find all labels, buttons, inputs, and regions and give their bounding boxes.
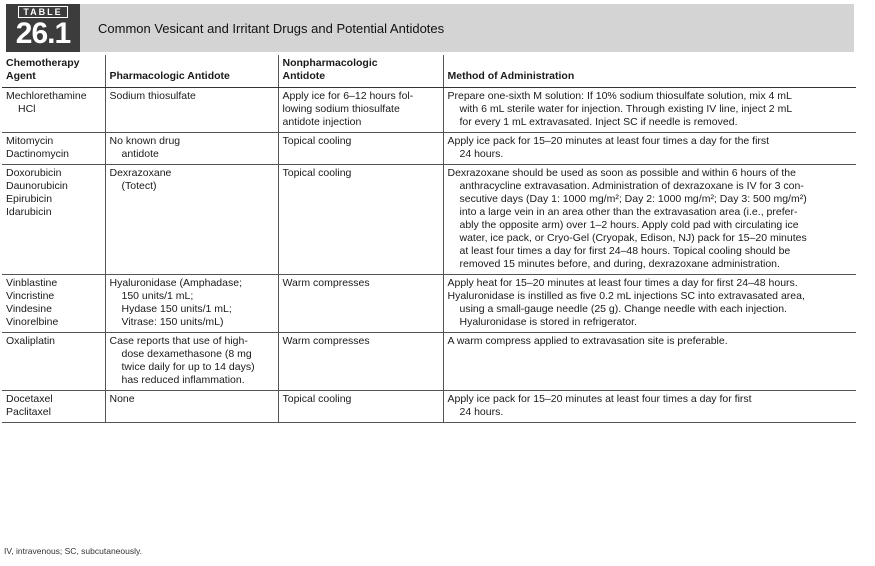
cell-line: with 6 mL sterile water for injection. Through existing IV line, inject 2 mL bbox=[459, 103, 793, 115]
header-nonpharmacologic-antidote bbox=[278, 55, 443, 88]
cell-line: Vitrase: 150 units/mL) bbox=[121, 316, 224, 328]
cell-line: Hyaluronidase (Amphadase; bbox=[109, 277, 242, 289]
cell-line: Hyaluronidase is instilled as five 0.2 mL injections SC into extravasated area, bbox=[447, 290, 805, 302]
cell-method bbox=[443, 275, 856, 333]
cell-line: Apply ice for 6–12 hours fol- bbox=[282, 90, 414, 102]
cell-line: 24 hours. bbox=[459, 406, 504, 418]
cell-nonpharmacologic-antidote bbox=[278, 391, 443, 423]
cell-line: ably the opposite arm) over 1–2 hours. Apply cold pad with circulating ice bbox=[459, 219, 799, 231]
cell-line: Prepare one-sixth M solution: If 10% sodium thiosulfate solution, mix 4 mL bbox=[447, 90, 792, 102]
cell-nonpharmacologic-antidote bbox=[278, 133, 443, 165]
cell-line: Paclitaxel bbox=[6, 406, 51, 418]
table-badge-number: 26.1 bbox=[15, 17, 71, 50]
cell-line: Docetaxel bbox=[6, 393, 53, 405]
cell-line: removed 15 minutes before, and during, dexrazoxane administration. bbox=[459, 258, 780, 270]
table-row bbox=[2, 133, 856, 165]
cell-line: Apply ice pack for 15–20 minutes at least four times a day for the first bbox=[447, 135, 770, 147]
header-line: Pharmacologic Antidote bbox=[109, 70, 230, 82]
cell-line: using a small-gauge needle (25 g). Change needle with each injection. bbox=[459, 303, 787, 315]
cell-line: 150 units/1 mL; bbox=[121, 290, 194, 302]
cell-agent bbox=[2, 333, 105, 391]
cell-agent bbox=[2, 275, 105, 333]
cell-line: anthracycline extravasation. Administration of dexrazoxane is IV for 3 con- bbox=[459, 180, 804, 192]
cell-line: Hydase 150 units/1 mL; bbox=[121, 303, 232, 315]
cell-method bbox=[443, 333, 856, 391]
header-chemotherapy-agent bbox=[2, 55, 105, 88]
cell-line: lowing sodium thiosulfate bbox=[282, 103, 400, 115]
cell-line: Dexrazoxane should be used as soon as possible and within 6 hours of the bbox=[447, 167, 796, 179]
cell-line: None bbox=[109, 393, 135, 405]
cell-line: Vindesine bbox=[6, 303, 52, 315]
cell-line: Epirubicin bbox=[6, 193, 53, 205]
cell-agent bbox=[2, 391, 105, 423]
cell-pharmacologic-antidote bbox=[105, 165, 278, 275]
cell-method bbox=[443, 391, 856, 423]
cell-line: Dexrazoxane bbox=[109, 167, 172, 179]
table-header-bar bbox=[6, 4, 854, 52]
cell-line: secutive days (Day 1: 1000 mg/m²; Day 2: 1000 mg/m²; Day 3: 500 mg/m²) bbox=[459, 193, 807, 205]
cell-line: for every 1 mL extravasated. Inject SC if needle is removed. bbox=[459, 116, 738, 128]
header-method-of-administration bbox=[443, 55, 856, 88]
table-row bbox=[2, 275, 856, 333]
cell-line: Sodium thiosulfate bbox=[109, 90, 196, 102]
cell-line: Apply ice pack for 15–20 minutes at least four times a day for first bbox=[447, 393, 752, 405]
table-number-badge bbox=[6, 4, 80, 52]
cell-line: water, ice pack, or Cryo-Gel (Cryopak, Edison, NJ) pack for 15–20 minutes bbox=[459, 232, 807, 244]
cell-nonpharmacologic-antidote bbox=[278, 88, 443, 133]
cell-method bbox=[443, 88, 856, 133]
cell-agent bbox=[2, 165, 105, 275]
cell-line: Vinblastine bbox=[6, 277, 58, 289]
cell-line: Oxaliplatin bbox=[6, 335, 56, 347]
cell-method bbox=[443, 165, 856, 275]
table-row bbox=[2, 165, 856, 275]
cell-pharmacologic-antidote bbox=[105, 133, 278, 165]
cell-line: antidote injection bbox=[282, 116, 362, 128]
cell-line: has reduced inflammation. bbox=[121, 374, 245, 386]
cell-pharmacologic-antidote bbox=[105, 88, 278, 133]
cell-line: 24 hours. bbox=[459, 148, 504, 160]
cell-method bbox=[443, 133, 856, 165]
table-row bbox=[2, 333, 856, 391]
cell-line: into a large vein in an area other than the extravasation area (i.e., prefer- bbox=[459, 206, 798, 218]
cell-line: HCl bbox=[18, 103, 36, 115]
cell-line: A warm compress applied to extravasation site is preferable. bbox=[447, 335, 728, 347]
cell-line: No known drug bbox=[109, 135, 181, 147]
table-row bbox=[2, 391, 856, 423]
cell-line: Topical cooling bbox=[282, 135, 352, 147]
table-badge-label: TABLE bbox=[18, 6, 67, 18]
cell-line: Daunorubicin bbox=[6, 180, 68, 192]
cell-line: Vinorelbine bbox=[6, 316, 59, 328]
cell-nonpharmacologic-antidote bbox=[278, 275, 443, 333]
antidote-table bbox=[2, 55, 856, 423]
header-line: Agent bbox=[6, 70, 36, 82]
cell-line: Apply heat for 15–20 minutes at least four times a day for first 24–48 hours. bbox=[447, 277, 798, 289]
header-line: Nonpharmacologic bbox=[282, 57, 378, 69]
cell-line: dose dexamethasone (8 mg bbox=[121, 348, 252, 360]
cell-line: Mitomycin bbox=[6, 135, 54, 147]
cell-line: antidote bbox=[121, 148, 159, 160]
cell-line: Dactinomycin bbox=[6, 148, 70, 160]
cell-line: (Totect) bbox=[121, 180, 157, 192]
header-line: Chemotherapy bbox=[6, 57, 80, 69]
table-header-row bbox=[2, 55, 856, 88]
cell-agent bbox=[2, 88, 105, 133]
cell-pharmacologic-antidote bbox=[105, 391, 278, 423]
cell-line: Warm compresses bbox=[282, 335, 370, 347]
cell-line: Idarubicin bbox=[6, 206, 52, 218]
cell-line: at least four times a day for first 24–48 hours. Topical cooling should be bbox=[459, 245, 791, 257]
cell-line: Warm compresses bbox=[282, 277, 370, 289]
cell-line: Hyaluronidase is stored in refrigerator. bbox=[459, 316, 637, 328]
table-footnote: IV, intravenous; SC, subcutaneously. bbox=[4, 546, 142, 556]
cell-pharmacologic-antidote bbox=[105, 275, 278, 333]
cell-pharmacologic-antidote bbox=[105, 333, 278, 391]
header-line: Method of Administration bbox=[447, 70, 575, 82]
header-pharmacologic-antidote bbox=[105, 55, 278, 88]
table-row bbox=[2, 88, 856, 133]
header-line: Antidote bbox=[282, 70, 326, 82]
cell-line: twice daily for up to 14 days) bbox=[121, 361, 255, 373]
cell-line: Doxorubicin bbox=[6, 167, 62, 179]
cell-line: Mechlorethamine bbox=[6, 90, 87, 102]
cell-line: Topical cooling bbox=[282, 167, 352, 179]
table-title: Common Vesicant and Irritant Drugs and Potential Antidotes bbox=[98, 20, 445, 36]
cell-line: Vincristine bbox=[6, 290, 55, 302]
cell-line: Topical cooling bbox=[282, 393, 352, 405]
cell-line: Case reports that use of high- bbox=[109, 335, 248, 347]
cell-agent bbox=[2, 133, 105, 165]
cell-nonpharmacologic-antidote bbox=[278, 165, 443, 275]
cell-nonpharmacologic-antidote bbox=[278, 333, 443, 391]
